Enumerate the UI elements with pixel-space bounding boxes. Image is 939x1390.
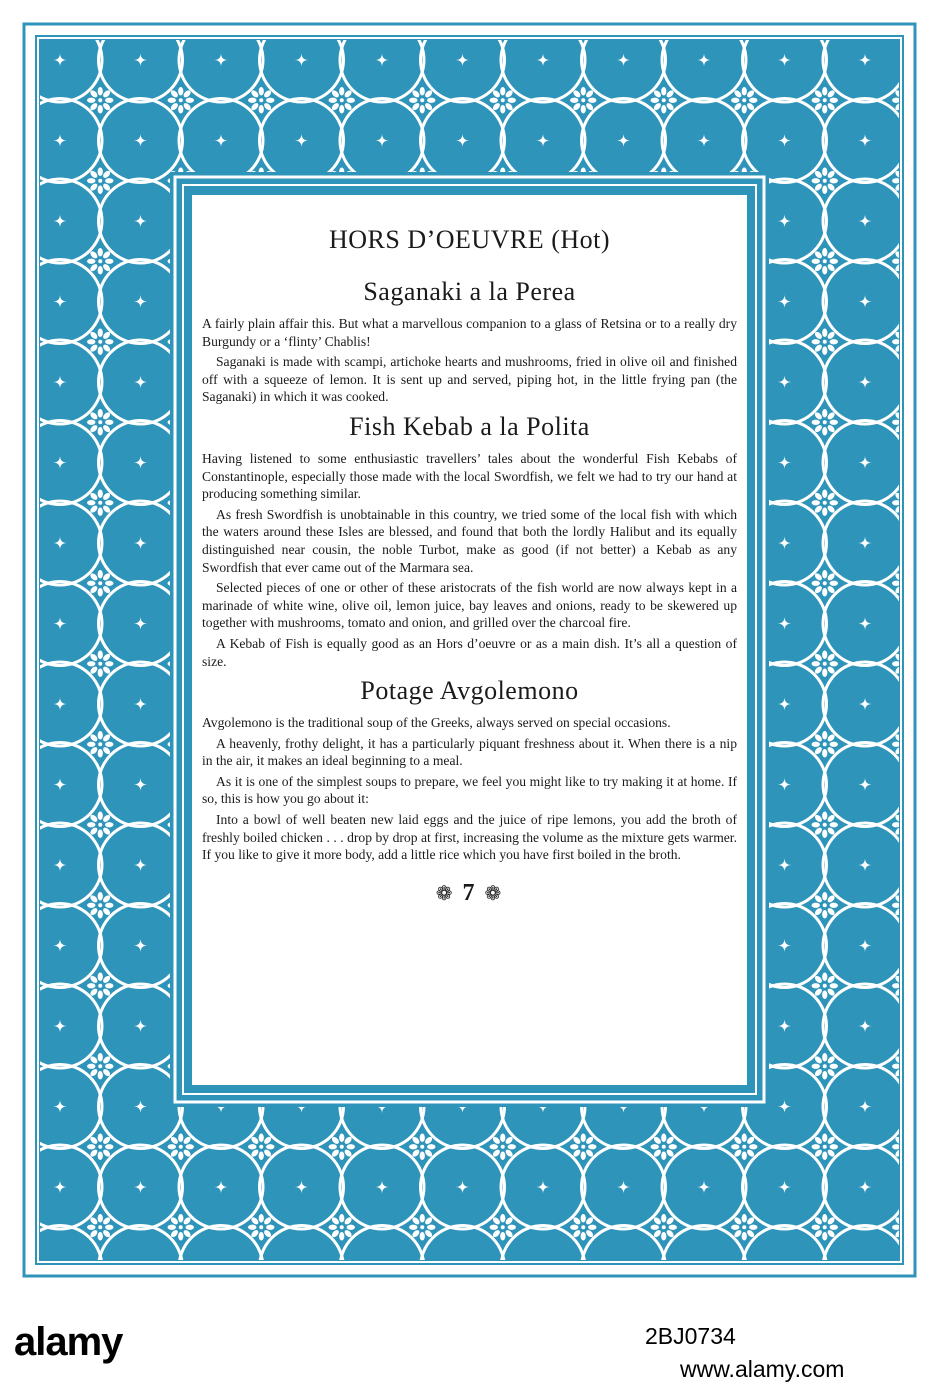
watermark-image-id: 2BJ0734 — [645, 1323, 736, 1349]
paragraph: A heavenly, frothy delight, it has a particularly piquant freshness about it. When there is a nip in the air, it makes an ideal beginning to a meal. — [202, 735, 737, 769]
watermark-url: www.alamy.com — [680, 1356, 845, 1382]
section-saganaki — [202, 277, 737, 406]
page-number — [202, 880, 737, 907]
paragraph: A fairly plain affair this. But what a marvellous companion to a glass of Retsina or to a really dry Burgundy or a ‘flinty’ Chablis! — [202, 316, 737, 349]
paragraph: A Kebab of Fish is equally good as an Hors d’oeuvre or as a main dish. It’s all a question of size. — [202, 635, 737, 669]
paragraph: Avgolemono is the traditional soup of the Greeks, always served on special occasions. — [202, 715, 671, 731]
paragraph: Into a bowl of well beaten new laid eggs and the juice of ripe lemons, you add the broth of freshly boiled chicken . . . drop by drop at first, increasing the volume as the mixture gets warmer. If you like to give it more body, add a little rice which you have first boiled in the broth. — [202, 812, 737, 863]
watermark-logo: alamy — [14, 1320, 123, 1364]
paragraph: As it is one of the simplest soups to prepare, we feel you might like to try making it at home. If so, this is how you go about it: — [202, 773, 737, 807]
paragraph: Selected pieces of one or other of these aristocrats of the fish world are now always kept in a marinade of white wine, olive oil, lemon juice, bay leaves and onions, ready to be skewered up together with mushrooms, tomato and onion, and grilled over the charcoal fire. — [202, 580, 737, 631]
section-avgolemono — [202, 676, 737, 864]
paragraph: Having listened to some enthusiastic travellers’ tales about the wonderful Fish Kebabs of Constantinople, especially those made with the local Swordfish, we felt we had to try our hand at producing something similar. — [202, 450, 737, 502]
section-title: Potage Avgolemono — [360, 676, 579, 706]
page-title: HORS D’OEUVRE (Hot) — [328, 225, 611, 254]
section-title: Fish Kebab a la Polita — [349, 411, 590, 441]
page-number-value: 7 — [462, 879, 477, 906]
section-fish-kebab — [202, 412, 737, 670]
content-panel — [192, 195, 747, 1085]
ornament-icon: ❁ — [484, 882, 504, 905]
ornament-icon: ❁ — [435, 882, 455, 905]
paragraph: Saganaki is made with scampi, artichoke hearts and mushrooms, fried in olive oil and finished off with a squeeze of lemon. It is sent up and served, piping hot, in the little frying pan (the Saganaki) in which it was cooked. — [202, 354, 737, 405]
paragraph: As fresh Swordfish is unobtainable in this country, we tried some of the local fish with which the waters around these Isles are blessed, and found that both the lordly Halibut and its equally distinguished near cousin, the noble Turbot, make as good (if not better) a Kebab as any Swordfish that ever came out of the Marmara sea. — [202, 506, 737, 575]
section-title: Saganaki a la Perea — [363, 277, 576, 306]
